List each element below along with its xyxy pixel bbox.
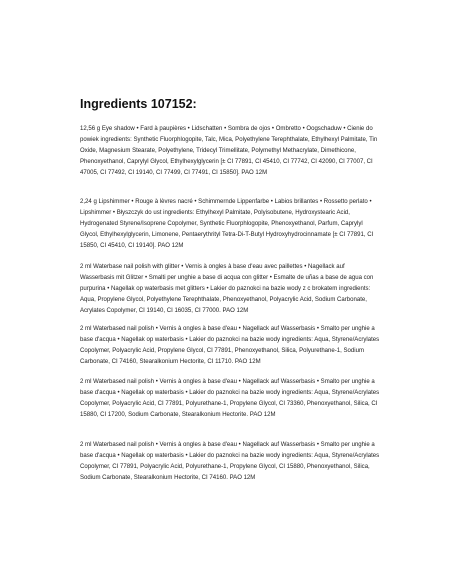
ingredient-block-nail-polish-1: 2 ml Waterbased nail polish • Vernis à ongles à base d'eau • Nagellack auf Wasserbasis • Smalto per unghie a base d'acqua • Nagellak op waterbasis • Lakier do paznokci na bazie wody ingredients: Aqua, Styrene/Acrylates Copolymer, Polyacrylic Acid, Propylene Glycol, CI 77891, Phenoxyethanol, Silica, Polyurethane-1, Sodium Carbonate, CI 74160, Stearalkonium Hectorite, CI 11710. PAO 12M [80, 326, 380, 365]
document-title: Ingredients 107152: [80, 97, 197, 111]
ingredient-block-nail-polish-2: 2 ml Waterbased nail polish • Vernis à ongles à base d'eau • Nagellack auf Wasserbasis • Smalto per unghie a base d'acqua • Nagellak op waterbasis • Lakier do paznokci na bazie wody ingredients: Aqua, Styrene/Acrylates Copolymer, Polyacrylic Acid, CI 77891, Polyurethane-1, Propylene Glycol, CI 73360, Phenoxyethanol, Silica, CI 15880, CI 17200, Sodium Carbonate, Stearalkonium Hectorite. PAO 12M [80, 379, 380, 418]
ingredient-block-lipshimmer: 2,24 g Lipshimmer • Rouge à lèvres nacré • Schimmernde Lippenfarbe • Labios brillantes • Rossetto perlato • Lipshimmer • Błyszczyk do ust ingredients: Ethylhexyl Palmitate, Polyisobutene, Hydroxystearic Acid, Hydrogenated Styrene/Isoprene Copolymer, Synthetic Fluorphlogopite, Phenoxyethanol, Parfum, Caprylyl Glycol, Ethylhexylglycerin, Limonene, Pentaerythrityl Tetra-Di-T-Butyl Hydroxyhydrocinnamate [± CI 77891, CI 15850, CI 45410, CI 19140]. PAO 12M [80, 199, 374, 249]
ingredient-block-eye-shadow: 12,56 g Eye shadow • Fard à paupières • Lidschatten • Sombra de ojos • Ombretto • Oogschaduw • Cienie do powiek ingredients: Synthetic Fluorphlogopite, Talc, Mica, Polyethylene Terephthalate, Ethylhexyl Palmitate, Tin Oxide, Magnesium Stearate, Polyethylene, Tridecyl Trimellitate, Polymethyl Methacrylate, Dimethicone, Phenoxyethanol, Caprylyl Glycol, Ethylhexylglycerin [± CI 77891, CI 45410, CI 77742, CI 42090, CI 77007, CI 47005, CI 77492, CI 19140, CI 77499, CI 77491, CI 15850]. PAO 12M [80, 126, 378, 176]
ingredient-block-nail-polish-3: 2 ml Waterbased nail polish • Vernis à ongles à base d'eau • Nagellack auf Wasserbasis • Smalto per unghie a base d'acqua • Nagellak op waterbasis • Lakier do paznokci na bazie wody ingredients: Aqua, Styrene/Acrylates Copolymer, CI 77891, Polyacrylic Acid, Polyurethane-1, Propylene Glycol, CI 15880, Phenoxyethanol, Silica, Sodium Carbonate, Stearalkonium Hectorite, CI 74160. PAO 12M [80, 442, 380, 481]
ingredient-block-nail-polish-glitter: 2 ml Waterbase nail polish with glitter • Vernis à ongles à base d'eau avec paillettes • Nagellack auf Wasserbasis mit Glitzer • Smalti per unghie a base di acqua con glitter • Esmalte de uñas a base de agua con purpurina • Nagellak op waterbasis met glitters • Lakier do paznokci na bazie wody z c brokatem ingredients: Aqua, Propylene Glycol, Polyethylene Terephthalate, Phenoxyethanol, Polyacrylic Acid, Sodium Carbonate, Acrylates Copolymer, CI 19140, CI 16035, CI 77000. PAO 12M [80, 264, 374, 314]
